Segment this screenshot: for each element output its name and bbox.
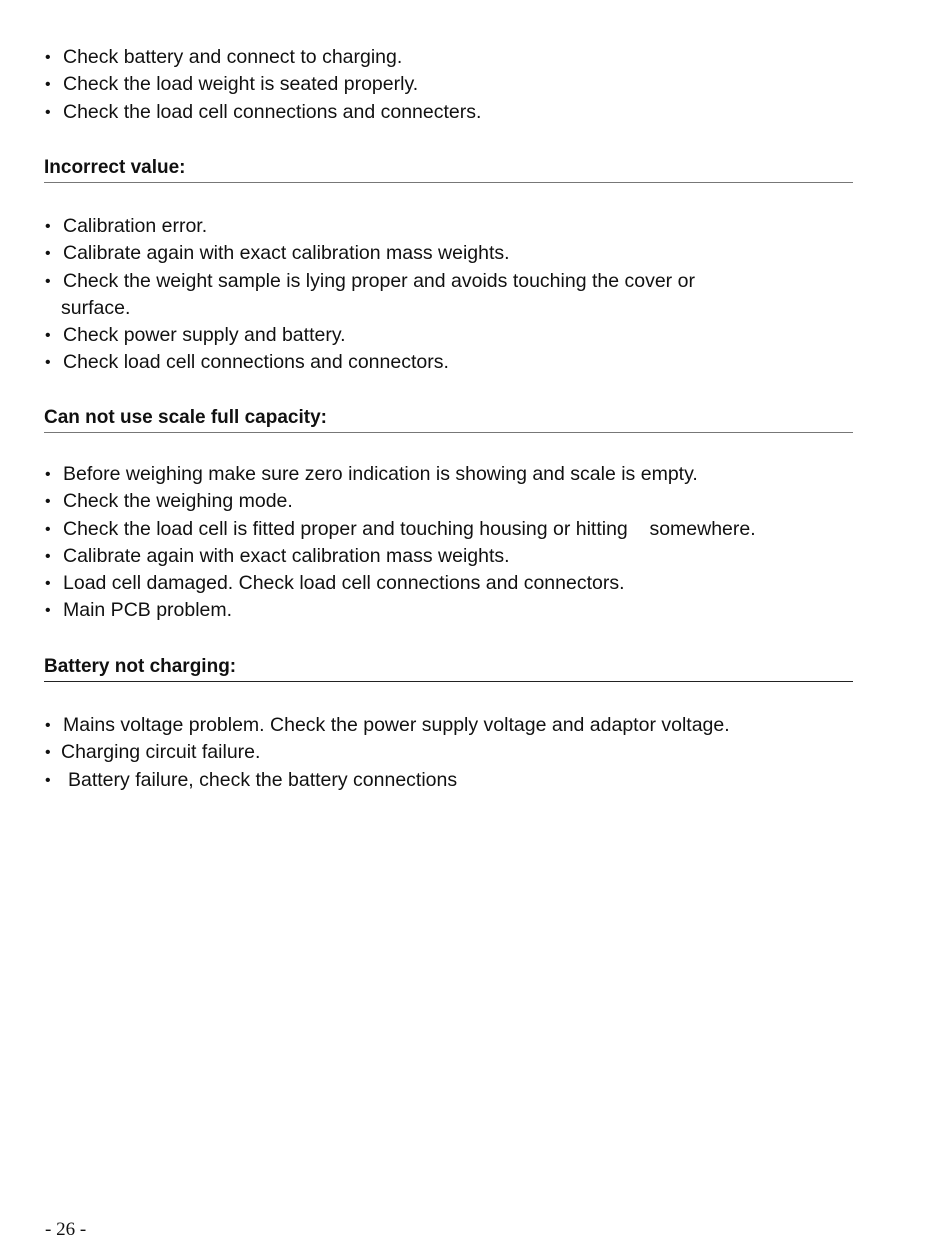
list-item: • Load cell damaged. Check load cell connections and connectors. xyxy=(44,570,756,597)
battery-not-charging-list xyxy=(44,712,730,794)
full-capacity-list xyxy=(44,461,756,625)
list-item: • Check power supply and battery. xyxy=(44,322,695,349)
bullet-icon: • xyxy=(45,466,51,483)
list-item: • Check the load cell connections and connecters. xyxy=(44,99,481,126)
list-item: • Calibration error. xyxy=(44,213,695,240)
list-item: • Check the load cell is fitted proper and touching housing or hitting somewhere. xyxy=(44,516,756,543)
bullet-icon: • xyxy=(45,103,51,121)
list-item: • Before weighing make sure zero indication is showing and scale is empty. xyxy=(44,461,756,488)
bullet-icon: • xyxy=(45,520,51,538)
list-item: • Check load cell connections and connectors. xyxy=(44,349,695,376)
page-number: - 26 - xyxy=(45,1219,87,1240)
bullet-icon: • xyxy=(45,354,51,372)
list-item: • Calibrate again with exact calibration mass weights. xyxy=(44,543,756,570)
list-item: • Check battery and connect to charging. xyxy=(44,44,481,71)
bullet-icon: • xyxy=(45,717,51,734)
list-item: • Check the weighing mode. xyxy=(44,488,756,515)
list-item: • Main PCB problem. xyxy=(44,597,756,624)
bullet-icon: • xyxy=(45,218,51,235)
list-item: • Calibrate again with exact calibration mass weights. xyxy=(44,240,695,267)
list-item: • Charging circuit failure. xyxy=(44,739,730,766)
bullet-icon: • xyxy=(45,744,51,762)
bullet-icon: • xyxy=(45,272,51,290)
incorrect-value-list xyxy=(44,213,695,377)
section-heading-battery-not-charging: Battery not charging: xyxy=(44,655,853,682)
bullet-icon: • xyxy=(45,327,51,345)
intro-list xyxy=(44,44,481,126)
section-heading-full-capacity: Can not use scale full capacity: xyxy=(44,406,853,433)
list-item: • Mains voltage problem. Check the power supply voltage and adaptor voltage. xyxy=(44,712,730,739)
bullet-icon: • xyxy=(45,245,51,263)
bullet-icon: • xyxy=(45,49,51,66)
bullet-icon: • xyxy=(45,493,51,511)
list-item: • Battery failure, check the battery connections xyxy=(44,767,730,794)
bullet-icon: • xyxy=(45,575,51,593)
list-item: • Check the weight sample is lying proper and avoids touching the cover or surface. xyxy=(44,268,695,323)
list-item: • Check the load weight is seated properly. xyxy=(44,71,481,98)
bullet-icon: • xyxy=(45,76,51,94)
bullet-icon: • xyxy=(45,602,51,620)
list-item-continuation: surface. xyxy=(61,296,131,319)
bullet-icon: • xyxy=(45,771,51,789)
bullet-icon: • xyxy=(45,547,51,565)
section-heading-incorrect-value: Incorrect value: xyxy=(44,156,853,183)
